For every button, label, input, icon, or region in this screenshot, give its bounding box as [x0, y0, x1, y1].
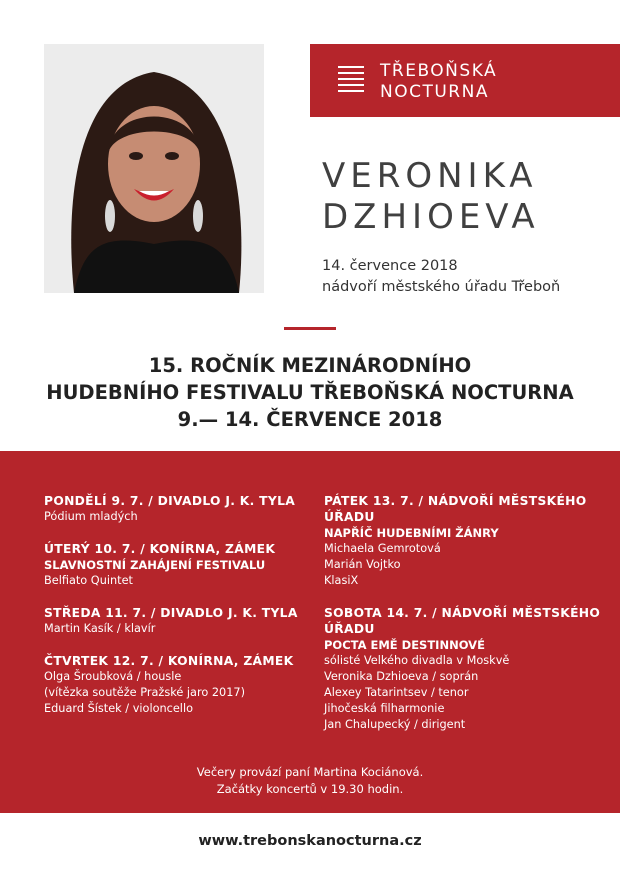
artist-first-name: VERONIKA [322, 156, 538, 196]
day-heading: STŘEDA 11. 7. / DIVADLO J. K. TYLA [44, 606, 298, 620]
program-notes [0, 764, 620, 798]
festival-line-3: 9.— 14. ČERVENCE 2018 [177, 408, 443, 431]
day-heading: SOBOTA 14. 7. / NÁDVOŘÍ MĚSTSKÉHO [324, 606, 601, 620]
day-subtitle: POCTA EMĚ DESTINNOVÉ [324, 638, 485, 652]
day-line: Marián Vojtko [324, 558, 401, 571]
program-column-left [44, 493, 304, 733]
day-line: (vítězka soutěže Pražské jaro 2017) [44, 686, 245, 699]
day-line: sólisté Velkého divadla v Moskvě [324, 654, 510, 667]
day-heading: ÚTERÝ 10. 7. / KONÍRNA, ZÁMEK [44, 542, 276, 556]
brand-banner [310, 44, 620, 117]
festival-line-1: 15. ROČNÍK MEZINÁRODNÍHO [148, 354, 472, 377]
program-day [44, 605, 304, 637]
event-date: 14. července 2018 [322, 258, 458, 274]
day-subtitle: SLAVNOSTNÍ ZAHÁJENÍ FESTIVALU [44, 558, 266, 572]
day-line: Olga Šroubková / housle [44, 670, 182, 683]
day-heading: ČTVRTEK 12. 7. / KONÍRNA, ZÁMEK [44, 654, 294, 668]
program-column-right [324, 493, 604, 749]
artist-last-name: DZHIOEVA [322, 197, 540, 237]
program-day [44, 541, 304, 589]
note-line-2: Začátky koncertů v 19.30 hodin. [216, 782, 404, 796]
day-line: Eduard Šístek / violoncello [44, 702, 193, 715]
program-day [324, 493, 604, 589]
artist-photo [44, 44, 264, 293]
logo-lines-icon [338, 66, 364, 96]
day-heading: PONDĚLÍ 9. 7. / DIVADLO J. K. TYLA [44, 494, 296, 508]
festival-title [0, 352, 620, 433]
day-line: KlasiX [324, 574, 359, 587]
day-heading-cont: ÚŘADU [324, 510, 375, 524]
day-line: Jan Chalupecký / dirigent [324, 718, 466, 731]
brand-line-1: TŘEBOŇSKÁ [380, 61, 498, 81]
website-link[interactable]: www.trebonskanocturna.cz [198, 833, 422, 849]
divider [284, 327, 336, 330]
day-line: Alexey Tatarintsev / tenor [324, 686, 469, 699]
program-day [44, 493, 304, 525]
day-line: Michaela Gemrotová [324, 542, 441, 555]
festival-line-2: HUDEBNÍHO FESTIVALU TŘEBOŇSKÁ NOCTURNA [46, 381, 574, 404]
portrait-illustration [44, 44, 264, 293]
day-subtitle: NAPŘÍČ HUDEBNÍMI ŽÁNRY [324, 526, 499, 540]
day-heading-cont: ÚŘADU [324, 622, 375, 636]
note-line-1: Večery provází paní Martina Kociánová. [196, 765, 424, 779]
day-line: Jihočeská filharmonie [324, 702, 445, 715]
day-heading: PÁTEK 13. 7. / NÁDVOŘÍ MĚSTSKÉHO [324, 494, 587, 508]
event-venue: nádvoří městského úřadu Třeboň [322, 279, 561, 295]
day-line: Pódium mladých [44, 510, 138, 523]
day-line: Martin Kasík / klavír [44, 622, 156, 635]
day-line: Veronika Dzhioeva / soprán [324, 670, 479, 683]
brand-line-2: NOCTURNA [380, 82, 489, 102]
artist-name [322, 156, 540, 238]
program-day [44, 653, 304, 717]
program-section [0, 451, 620, 813]
day-line: Belfiato Quintet [44, 574, 133, 587]
program-day [324, 605, 604, 733]
